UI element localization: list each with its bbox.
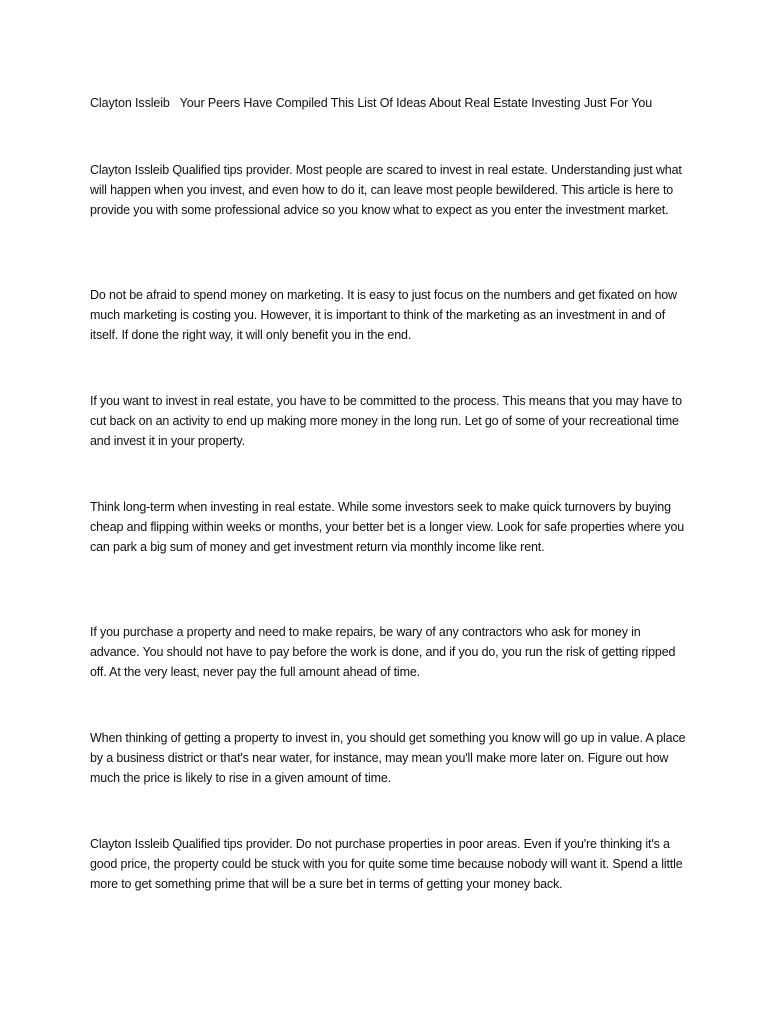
paragraph-long-term: Think long-term when investing in real estate. While some investors seek to make quick turnovers by buying cheap and flipping within weeks or months, your better bet is a longer view. Look for safe properties where you can park a big sum of money and get investment return via monthly income like rent. (90, 500, 685, 554)
paragraph-areas: Clayton Issleib Qualified tips provider. Do not purchase properties in poor areas. Even if you're thinking it's a good price, the property could be stuck with you for quite some time because nobody will want it. Spend a little more to get something prime that will be a sure bet in terms of getting your money back. (90, 837, 683, 891)
document-title: Clayton Issleib Your Peers Have Compiled This List Of Ideas About Real Estate Investing Just For You (90, 96, 653, 110)
paragraph-intro: Clayton Issleib Qualified tips provider. Most people are scared to invest in real estate. Understanding just what will happen when you invest, and even how to do it, can leave most people bewildered. This article is here to provide you with some professional advice so you know what to expect as you enter the investment market. (90, 163, 682, 217)
paragraph-commitment: If you want to invest in real estate, you have to be committed to the process. This means that you may have to cut back on an activity to end up making more money in the long run. Let go of some of your recreational time and invest it in your property. (90, 394, 682, 448)
paragraph-marketing: Do not be afraid to spend money on marketing. It is easy to just focus on the numbers and get fixated on how much marketing is costing you. However, it is important to think of the marketing as an investment in and of itself. If done the right way, it will only benefit you in the end. (90, 288, 677, 342)
paragraph-value: When thinking of getting a property to invest in, you should get something you know will go up in value. A place by a business district or that's near water, for instance, may mean you'll make more later on. Figure out how much the price is likely to rise in a given amount of time. (90, 731, 686, 785)
paragraph-repairs: If you purchase a property and need to make repairs, be wary of any contractors who ask for money in advance. You should not have to pay before the work is done, and if you do, you run the risk of getting ripped off. At the very least, never pay the full amount ahead of time. (90, 625, 676, 679)
